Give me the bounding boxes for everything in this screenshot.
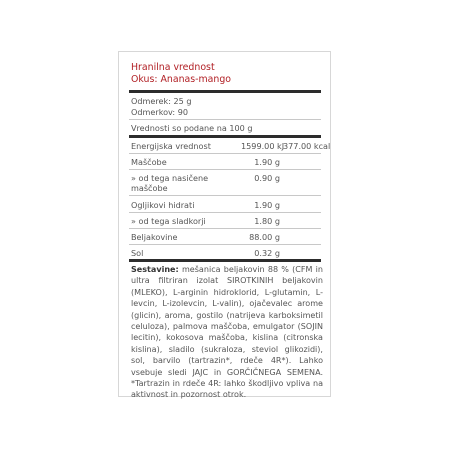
flavor-label: Okus: Ananas-mango [131,73,232,85]
divider-serving [129,119,321,120]
row-divider [129,212,321,213]
row-value-carbs: 1.90 g [254,200,280,210]
row-value-fat: 1.90 g [254,157,280,167]
row-label-fat: Maščobe [131,157,167,167]
row-label-energy: Energijska vrednost [131,141,211,151]
nutrition-title: Hranilna vrednost [131,62,215,73]
row-label-sugars: » od tega sladkorji [131,216,206,226]
row-value-energy-kcal: 377.00 kcal [283,141,331,151]
row-label-carbs: Ogljikovi hidrati [131,200,195,210]
ingredients-label: Sestavine: [131,265,179,274]
servings-count: Odmerkov: 90 [131,107,188,117]
row-value-sugars: 1.80 g [254,216,280,226]
row-label-protein: Beljakovine [131,232,178,242]
row-label-salt: Sol [131,248,144,258]
row-divider [129,169,321,170]
divider-thick-ingredients [129,259,321,262]
row-value-energy-kj: 1599.00 kJ [241,141,285,151]
divider-thick-table [129,135,321,138]
row-divider [129,244,321,245]
nutrition-panel [118,51,331,400]
row-value-saturated: 0.90 g [254,173,280,183]
row-label-saturated-2: maščobe [131,183,168,193]
row-label-saturated: » od tega nasičene [131,173,209,183]
ingredients-text [131,264,323,401]
divider-thick-top [129,90,321,93]
panel-header [131,62,231,85]
row-divider [129,153,321,154]
ingredients-list: mešanica beljakovin 88 % (CFM in ultra filtriran izolat SIROTKINIH beljakovin (MLEKO), L-arginin hidroklorid, L-glutamin, L-levcin, L-izolevcin, L-valin), ojačevalec arome (glicin), aroma, gostilo (natrijeva karboksimetil celuloza), palmova maščoba, emulgator (SOJIN lecitin), kokosova maščoba, kislina (citronska kislina), sladilo (sukraloza, steviol glikozidi), sol, barvilo (tartrazin*, rdeče 4R*). Lahko vsebuje sledi JAJC in GORČIČNEGA SEMENA. *Tartrazin in rdeče 4R: lahko škodljivo vpliva na aktivnost in pozornost otrok. [131,265,323,400]
per-100g-note: Vrednosti so podane na 100 g [131,123,253,133]
row-divider [129,228,321,229]
row-value-protein: 88.00 g [249,232,280,242]
row-divider [129,195,321,196]
row-value-salt: 0.32 g [254,248,280,258]
serving-size: Odmerek: 25 g [131,96,192,106]
